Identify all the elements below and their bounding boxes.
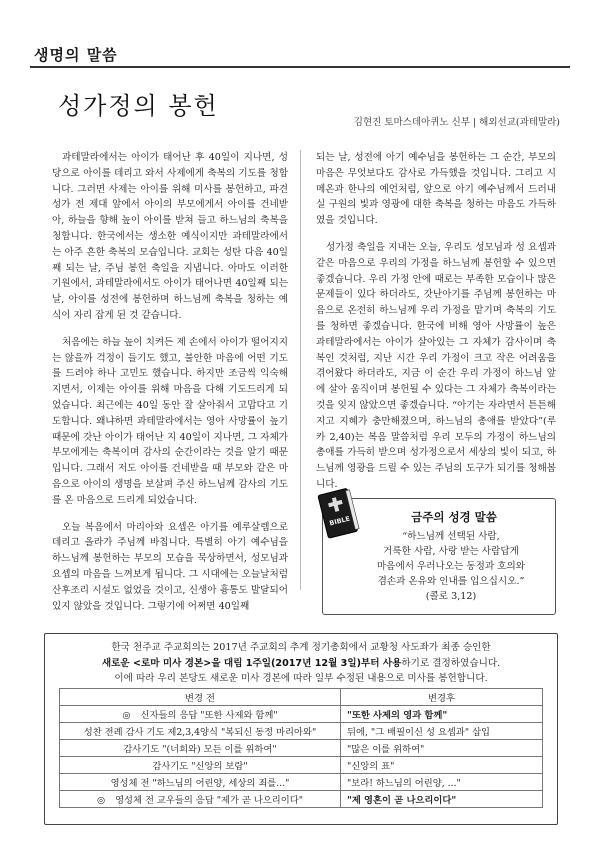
before-text: 신자들의 응답 "또한 사제와 함께" bbox=[140, 710, 278, 721]
verse-line: 거룩한 사람, 사랑 받는 사람답게 bbox=[383, 546, 519, 557]
verse-line: 겸손과 온유와 인내를 입으십시오.” bbox=[377, 576, 525, 587]
before-cell bbox=[60, 706, 341, 723]
table-row bbox=[60, 791, 543, 808]
bible-icon-label: BIBLE bbox=[328, 514, 351, 528]
article-paragraph: 처음에는 하늘 높이 치켜든 제 손에서 아이가 떨어지지는 않을까 걱정이 들기도 했고, 불안한 마음에 어떤 기도를 드려야 하나 고민도 했습니다. 하지만 조금씩 익숙해지면서, 이제는 아이를 위해 마음을 다해 기도드리게 되었습니다. 최근에는 40일 동안 잘 살아줘서 고맙다고 기도합니다. 왜냐하면 과테말라에서는 영아 사망률이 높기 때문에 갓난 아이가 태어난 지 40일이 지나면, 그 자체가 부모에게는 축복이며 감사의 순간이라는 것을 알기 때문입니다. 그래서 저도 아이를 건네받을 때 부모와 같은 마음으로 아이의 생명을 보살펴 주신 하느님께 감사의 기도를 온 마음으로 드리게 되었습니다. bbox=[52, 336, 288, 506]
after-cell: "제 영혼이 곧 나으리이다" bbox=[341, 791, 543, 808]
article-paragraph: 오늘 복음에서 마리아와 요셉은 아기를 예루살렘으로 데리고 올라가 주님께 바칩니다. 특별히 아기 예수님을 하느님께 봉헌하는 부모의 모습을 묵상하면서, 성모님과 요셉의 마음을 느껴보게 됩니다. 그 시대에는 오늘날처럼 산후조리 시설도 없었을 것이고, 신생아 흉통도 발달되어 있지 않았을 것입니다. 그렇기에 어쩌면 40일째 bbox=[52, 521, 288, 612]
top-divider bbox=[30, 66, 570, 68]
notice-text bbox=[55, 640, 547, 687]
column-divider bbox=[300, 150, 301, 590]
article-paragraph: 되는 날, 성전에 아기 예수님을 봉헌하는 그 순간, 부모의 마음은 무엇보다도 감사로 가득했을 것입니다. 그리고 시메온과 한나의 예언처럼, 앞으로 아기 예수님께서 드러내실 구원의 빛과 영광에 대한 축복을 청하는 마음도 가득하였을 것입니다. bbox=[316, 152, 556, 227]
verse-reference: (콜로 3,12) bbox=[425, 591, 477, 602]
missal-notice-box bbox=[44, 633, 558, 825]
after-cell: "많은 이를 위하여" bbox=[341, 740, 543, 757]
table-row bbox=[60, 740, 543, 757]
notice-highlight: 새로운 <로마 미사 경본>을 대림 1주일(2017년 12월 3일)부터 사용 bbox=[101, 657, 402, 669]
before-cell bbox=[60, 740, 341, 757]
article-paragraph: 과테말라에서는 아이가 태어난 후 40일이 지나면, 성당으로 아이를 데리고 와서 사제에게 축복의 기도를 청합니다. 그러면 사제는 아이를 위해 미사를 봉헌하고, 파견 성가 전 제대 앞에서 아이의 부모에게서 아이를 건네받아, 하늘을 향해 높이 아이를 받쳐 들고 하느님의 축복을 청합니다. 한국에서는 생소한 예식이지만 과테말라에서는 아주 흔한 축복의 모습입니다. 교회는 성탄 다음 40일째 되는 날, 주님 봉헌 축일을 지냅니다. 아마도 이러한 기원에서, 과테말라에서도 아이가 태어나면 40일째 되는 날, 아이를 성전에 봉헌하며 하느님께 축복을 청하는 예식이 자리 잡게 된 것 같습니다. bbox=[52, 152, 288, 321]
row-marker: ◎ bbox=[96, 795, 106, 806]
before-text: 영성체 전 "하느님의 어린양, 세상의 죄를..." bbox=[110, 778, 290, 789]
before-cell bbox=[60, 774, 341, 791]
table-header-row bbox=[60, 689, 543, 706]
verse-line: “하느님께 선택된 사람, bbox=[402, 531, 500, 542]
verse-line: 마음에서 우러나오는 동정과 호의와 bbox=[376, 561, 526, 572]
before-text: 감사기도 "신앙의 보람" bbox=[152, 761, 248, 772]
page-title: 성가정의 봉헌 bbox=[58, 92, 219, 120]
author-byline: 김현진 토마스데아퀴노 신부 | 해외선교(과테말라) bbox=[353, 117, 560, 128]
notice-line bbox=[55, 656, 547, 672]
row-marker: ◎ bbox=[122, 710, 131, 721]
after-cell: "보라! 하느님의 어린양, ..." bbox=[341, 774, 543, 791]
before-cell bbox=[60, 723, 341, 740]
verse-title: 금주의 성경 말씀 bbox=[411, 510, 497, 524]
before-text: 영성체 전 교우들의 응답 "제가 곧 나으리이다" bbox=[115, 795, 304, 806]
weekly-verse-box bbox=[322, 498, 556, 615]
before-cell bbox=[60, 791, 341, 808]
article-paragraph: 성가정 축일을 지내는 오늘, 우리도 성모님과 성 요셉과 같은 마음으로 우리의 가정을 하느님께 봉헌할 수 있으면 좋겠습니다. 우리 가정 안에 때로는 부족한 모습이나 많은 문제들이 있다 하더라도, 갓난아기를 주님께 봉헌하는 마음으로 온전히 하느님께 우리 가정을 맡기며 축복의 기도를 청하면 좋겠습니다. 한국에 비해 영아 사망률이 높은 과테말라에서는 아이가 살아있는 그 자체가 감사이며 축복인 것처럼, 지난 시간 우리 가정이 크고 작은 어려움을 겪어왔다 하더라도, 지금 이 순간 우리 가정이 하느님 앞에 살아 움직이며 봉헌될 수 있다는 그 자체가 축복이라는 것을 잊지 않았으면 좋겠습니다. “아기는 자라면서 튼튼해지고 지혜가 충만해졌으며, 하느님의 총애를 받았다”(루카 2,40)는 복음 말씀처럼 우리 모두의 가정이 하느님의 총애를 가득히 받으며 성가정으로서 세상의 빛이 되고, 하느님께 영광을 드릴 수 있는 주님의 도구가 되기를 청해봅니다. bbox=[316, 241, 556, 490]
table-row bbox=[60, 723, 543, 740]
notice-line-rest: 하기로 결정하였습니다. bbox=[401, 657, 501, 669]
header-before: 변경 전 bbox=[60, 689, 341, 706]
table-row bbox=[60, 757, 543, 774]
before-text: 성찬 전례 감사 기도 제2,3,4양식 "복되신 동정 마리아와" bbox=[83, 727, 317, 738]
notice-line: 이에 따라 우리 본당도 새로운 미사 경본에 따라 일부 수정된 내용으로 미사를 봉헌합니다. bbox=[114, 673, 488, 684]
after-cell: "신앙의 표" bbox=[341, 757, 543, 774]
notice-line: 한국 천주교 주교회의는 2017년 주교회의 추계 정기총회에서 교황청 사도좌가 최종 승인한 bbox=[111, 642, 491, 653]
table-row bbox=[60, 706, 543, 723]
after-cell: 뒤에, "그 배필이신 성 요셉과" 삽입 bbox=[341, 723, 543, 740]
changes-table bbox=[59, 688, 543, 808]
after-cell: "또한 사제의 영과 함께" bbox=[341, 706, 543, 723]
section-label: 생명의 말씀 bbox=[34, 46, 118, 64]
header-after: 변경후 bbox=[341, 689, 543, 706]
table-row bbox=[60, 774, 543, 791]
verse-text bbox=[323, 529, 555, 604]
before-text: 감사기도 "(너희와) 모든 이를 위하여" bbox=[123, 744, 277, 755]
before-cell bbox=[60, 757, 341, 774]
article-right-column bbox=[316, 150, 556, 504]
article-left-column bbox=[52, 150, 288, 625]
